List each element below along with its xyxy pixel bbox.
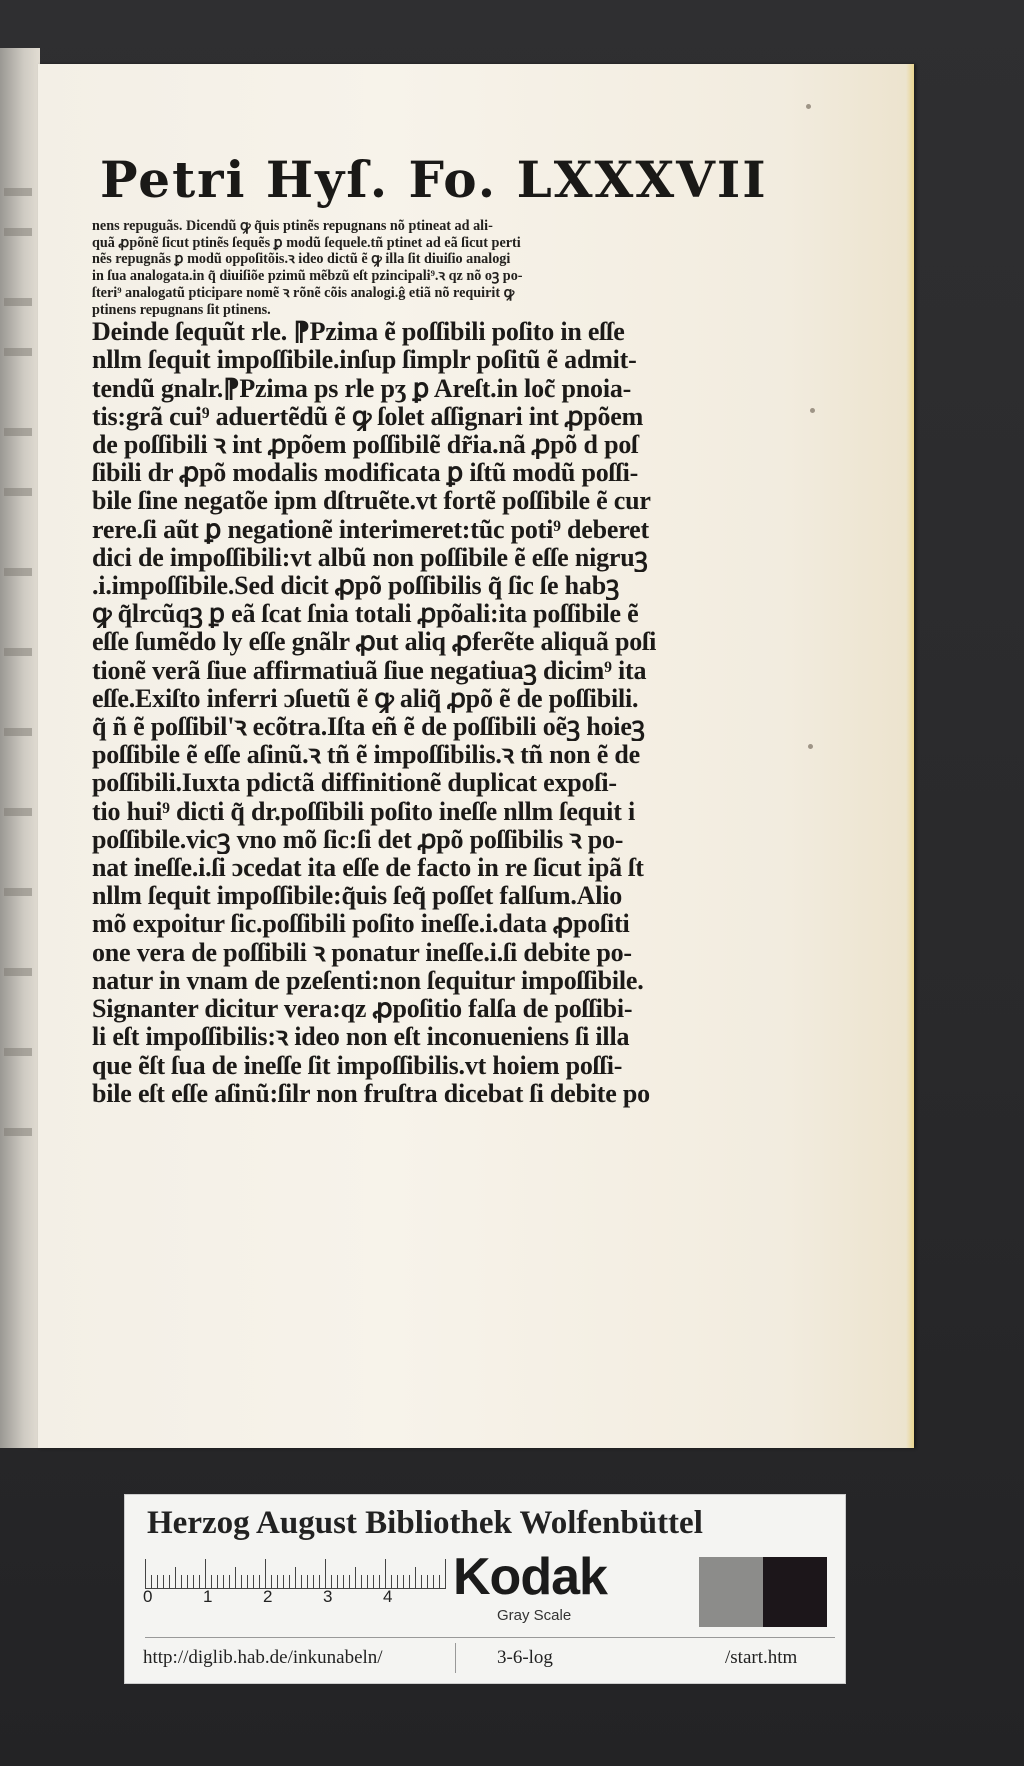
gray-scale-label: Gray Scale — [497, 1607, 572, 1624]
ruler-tick — [355, 1567, 356, 1589]
bleed-through-mark — [4, 808, 32, 816]
text-line: ptinens repugnans ſit ptinens. — [92, 301, 271, 318]
paper-speck — [808, 744, 813, 749]
bleed-through-mark — [4, 728, 32, 736]
ruler-tick — [259, 1575, 260, 1589]
ruler-tick — [253, 1575, 254, 1589]
text-line: bile eſt eſſe aſinũ:ſilr non fruſtra dicebat ſi debite po — [92, 1079, 650, 1108]
ruler-number: 1 — [203, 1587, 213, 1606]
ruler-tick — [283, 1575, 284, 1589]
text-line: .i.impoſſibile.Sed dicit ꝓpõ poſſibilis q̃ ſic ſe habꝫ — [92, 572, 620, 601]
text-line: li eſt impoſſibilis:ꝛ ideo non eſt inconueniens ſi illa — [92, 1023, 630, 1052]
ruler-tick — [439, 1575, 440, 1589]
text-line: q̃ ñ ẽ poſſibil'ꝛ ecõtra.Iſta eñ ẽ de poſſibili oẽꝫ hoieꝫ — [92, 713, 645, 742]
previous-page-edge — [0, 48, 40, 1448]
ruler-tick — [433, 1575, 434, 1589]
text-line: Deinde ſequũt rle. ⁋Pzima ẽ poſſibili poſito in eſſe — [92, 318, 625, 347]
text-block — [92, 148, 768, 1108]
text-line: nat ineſſe.i.ſi ɔcedat ita eſſe de facto in re ſicut ipã ſt — [92, 854, 644, 883]
book-page — [38, 64, 914, 1448]
text-line: tendũ gnalr.⁋Pzima ps rle pʒ ꝑ Areſt.in loc̃ pnoia- — [92, 374, 632, 403]
text-line: tis:grã cui⁹ aduertẽdũ ẽ ꝙ ſolet aſſignari int ꝓpõem — [92, 402, 644, 431]
scale-ruler — [143, 1555, 445, 1606]
color-target-card — [124, 1494, 846, 1684]
ruler-tick — [343, 1575, 344, 1589]
text-line: quã ꝓpõnẽ ſicut ptinẽs ſequẽs ꝑ modũ ſequele.tñ ptinet ad eã ſicut perti — [92, 234, 521, 251]
bleed-through-mark — [4, 348, 32, 356]
ruler-tick — [313, 1575, 314, 1589]
bleed-through-mark — [4, 648, 32, 656]
ruler-number: 2 — [263, 1587, 273, 1606]
ruler-tick — [163, 1575, 164, 1589]
ruler-tick — [379, 1575, 380, 1589]
ruler-tick — [427, 1575, 428, 1589]
bleed-through-mark — [4, 968, 32, 976]
gray-patch-mid — [699, 1557, 763, 1627]
bleed-through-mark — [4, 298, 32, 306]
text-line: bile ſine negatõe ipm dſtruẽte.vt fortẽ poſſibile ẽ cur — [92, 487, 651, 516]
ruler-tick — [175, 1567, 176, 1589]
text-line: nẽs repugnãs ꝑ modũ oppoſitõis.ꝛ ideo dictũ ẽ ꝙ illa ſit diuiſio analogi — [92, 251, 511, 268]
ruler-tick — [445, 1559, 446, 1589]
ruler-tick — [403, 1575, 404, 1589]
ruler-tick — [223, 1575, 224, 1589]
paper-speck — [810, 408, 815, 413]
ruler-tick — [289, 1575, 290, 1589]
kodak-logo: Kodak — [453, 1548, 607, 1606]
text-line: poſſibile.vicꝫ vno mõ ſic:ſi det ꝓpõ poſſibilis ꝛ po- — [92, 825, 624, 854]
bleed-through-mark — [4, 428, 32, 436]
ruler-tick — [319, 1575, 320, 1589]
ruler-tick — [337, 1575, 338, 1589]
bleed-through-mark — [4, 568, 32, 576]
text-line: nens repuguãs. Dicendũ ꝙ q̃uis ptinẽs repugnans nõ ptineat ad ali- — [92, 218, 493, 234]
text-line: in ſua analogata.in q̃ diuiſiõe pzimũ mẽbzũ eſt pzincipali⁹.ꝛ qz nõ oꝫ po- — [92, 268, 523, 285]
ruler-tick — [145, 1559, 146, 1589]
text-line: ſteri⁹ analogatũ pticipare nomẽ ꝛ rõnẽ cõis analogi.ĝ etiã nõ requirit ꝙ — [92, 284, 515, 301]
ruler-tick — [295, 1567, 296, 1589]
text-line: nllm ſequit impoſſibile:q̃uis ſeq̃ poſſet falſum.Alio — [92, 882, 623, 911]
text-line: que ẽſt ſua de ineſſe ſit impoſſibilis.vt hoiem poſſi- — [92, 1051, 623, 1080]
ruler-number: 4 — [383, 1587, 393, 1606]
ruler-tick — [157, 1575, 158, 1589]
card-divider — [145, 1637, 835, 1638]
ruler-tick — [421, 1575, 422, 1589]
text-line: ſibili dr ꝓpõ modalis modificata ꝑ iſtũ modũ poſſi- — [92, 459, 639, 488]
ruler-tick — [193, 1575, 194, 1589]
ruler-number: 0 — [143, 1587, 153, 1606]
text-line: eſſe.Exiſto inferri ɔſuetũ ẽ ꝙ aliq̃ ꝓpõ ẽ de poſſibili. — [92, 684, 639, 713]
ruler-tick — [229, 1575, 230, 1589]
ruler-tick — [397, 1575, 398, 1589]
text-line: nllm ſequit impoſſibile.inſup ſimplr poſitũ ẽ admit- — [92, 346, 637, 375]
bleed-through-mark — [4, 488, 32, 496]
ruler-tick — [361, 1575, 362, 1589]
gray-patch-black — [763, 1557, 827, 1627]
ruler-tick — [415, 1567, 416, 1589]
text-line: dici de impoſſibili:vt albũ non poſſibile ẽ eſſe nigruꝫ — [92, 543, 648, 572]
url-separator — [455, 1643, 456, 1673]
ruler-tick — [373, 1575, 374, 1589]
gray-patch-white — [635, 1557, 699, 1627]
main-paragraph — [92, 318, 728, 1108]
running-head: Petri Hyſ. Fo. LXXXVII — [100, 150, 768, 209]
text-line: mõ expoitur ſic.poſſibili poſito ineſſe.i.data ꝓpoſiti — [92, 910, 630, 939]
url-base: http://diglib.hab.de/inkunabeln/ — [143, 1647, 383, 1668]
bleed-through-mark — [4, 188, 32, 196]
ruler-tick — [205, 1559, 206, 1589]
paper-speck — [806, 104, 811, 109]
text-line: de poſſibili ꝛ int ꝓpõem poſſibilẽ dr̃ia.nã ꝓpõ d poſ — [92, 431, 639, 460]
text-line: poſſibili.Iuxta pdictã diffinitionẽ duplicat expoſi- — [92, 769, 617, 798]
text-line: poſſibile ẽ eſſe aſinũ.ꝛ tñ ẽ impoſſibilis.ꝛ tñ non ẽ de — [92, 741, 640, 770]
library-title: Herzog August Bibliothek Wolfenbüttel — [147, 1505, 703, 1541]
ruler-number: 3 — [323, 1587, 333, 1606]
text-line: tio hui⁹ dicti q̃ dr.poſſibili poſito ineſſe nllm ſequit i — [92, 797, 635, 826]
bleed-through-mark — [4, 888, 32, 896]
ruler-tick — [169, 1575, 170, 1589]
bleed-through-mark — [4, 1128, 32, 1136]
ruler-tick — [277, 1575, 278, 1589]
ruler-tick — [409, 1575, 410, 1589]
ruler-tick — [199, 1575, 200, 1589]
ruler-tick — [187, 1575, 188, 1589]
ruler-tick — [217, 1575, 218, 1589]
ruler-tick — [265, 1559, 266, 1589]
ruler-tick — [301, 1575, 302, 1589]
ruler-tick — [367, 1575, 368, 1589]
text-line: eſſe ſumẽdo ly eſſe gnãlr ꝓut aliq ꝓferẽte aliquã poſi — [92, 628, 657, 657]
text-line: natur in vnam de pzeſenti:non ſequitur impoſſibile. — [92, 966, 644, 995]
url-file: /start.htm — [725, 1647, 798, 1668]
ruler-tick — [247, 1575, 248, 1589]
ruler-tick — [385, 1559, 386, 1589]
ruler-tick — [325, 1559, 326, 1589]
ruler-tick — [241, 1575, 242, 1589]
ruler-tick — [181, 1575, 182, 1589]
bleed-through-mark — [4, 228, 32, 236]
text-line: ꝙ q̃lrcũqꝫ ꝑ eã ſcat ſnia totali ꝓpõali:ita poſſibile ẽ — [92, 600, 639, 629]
ruler-tick — [235, 1567, 236, 1589]
text-line: tionẽ verã ſiue affirmatiuã ſiue negatiuaꝫ dicim⁹ ita — [92, 656, 647, 685]
commentary-paragraph — [92, 218, 728, 318]
bleed-through-mark — [4, 1048, 32, 1056]
page-edge-discoloration — [906, 64, 914, 1448]
ruler-tick — [307, 1575, 308, 1589]
url-id: 3-6-log — [497, 1647, 553, 1668]
text-line: one vera de poſſibili ꝛ ponatur ineſſe.i.ſi debite po- — [92, 938, 632, 967]
text-line: Signanter dicitur vera:qz ꝓpoſitio falſa de poſſibi- — [92, 995, 633, 1024]
text-line: rere.ſi aũt ꝑ negationẽ interimeret:tũc poti⁹ deberet — [92, 515, 649, 544]
ruler-tick — [349, 1575, 350, 1589]
